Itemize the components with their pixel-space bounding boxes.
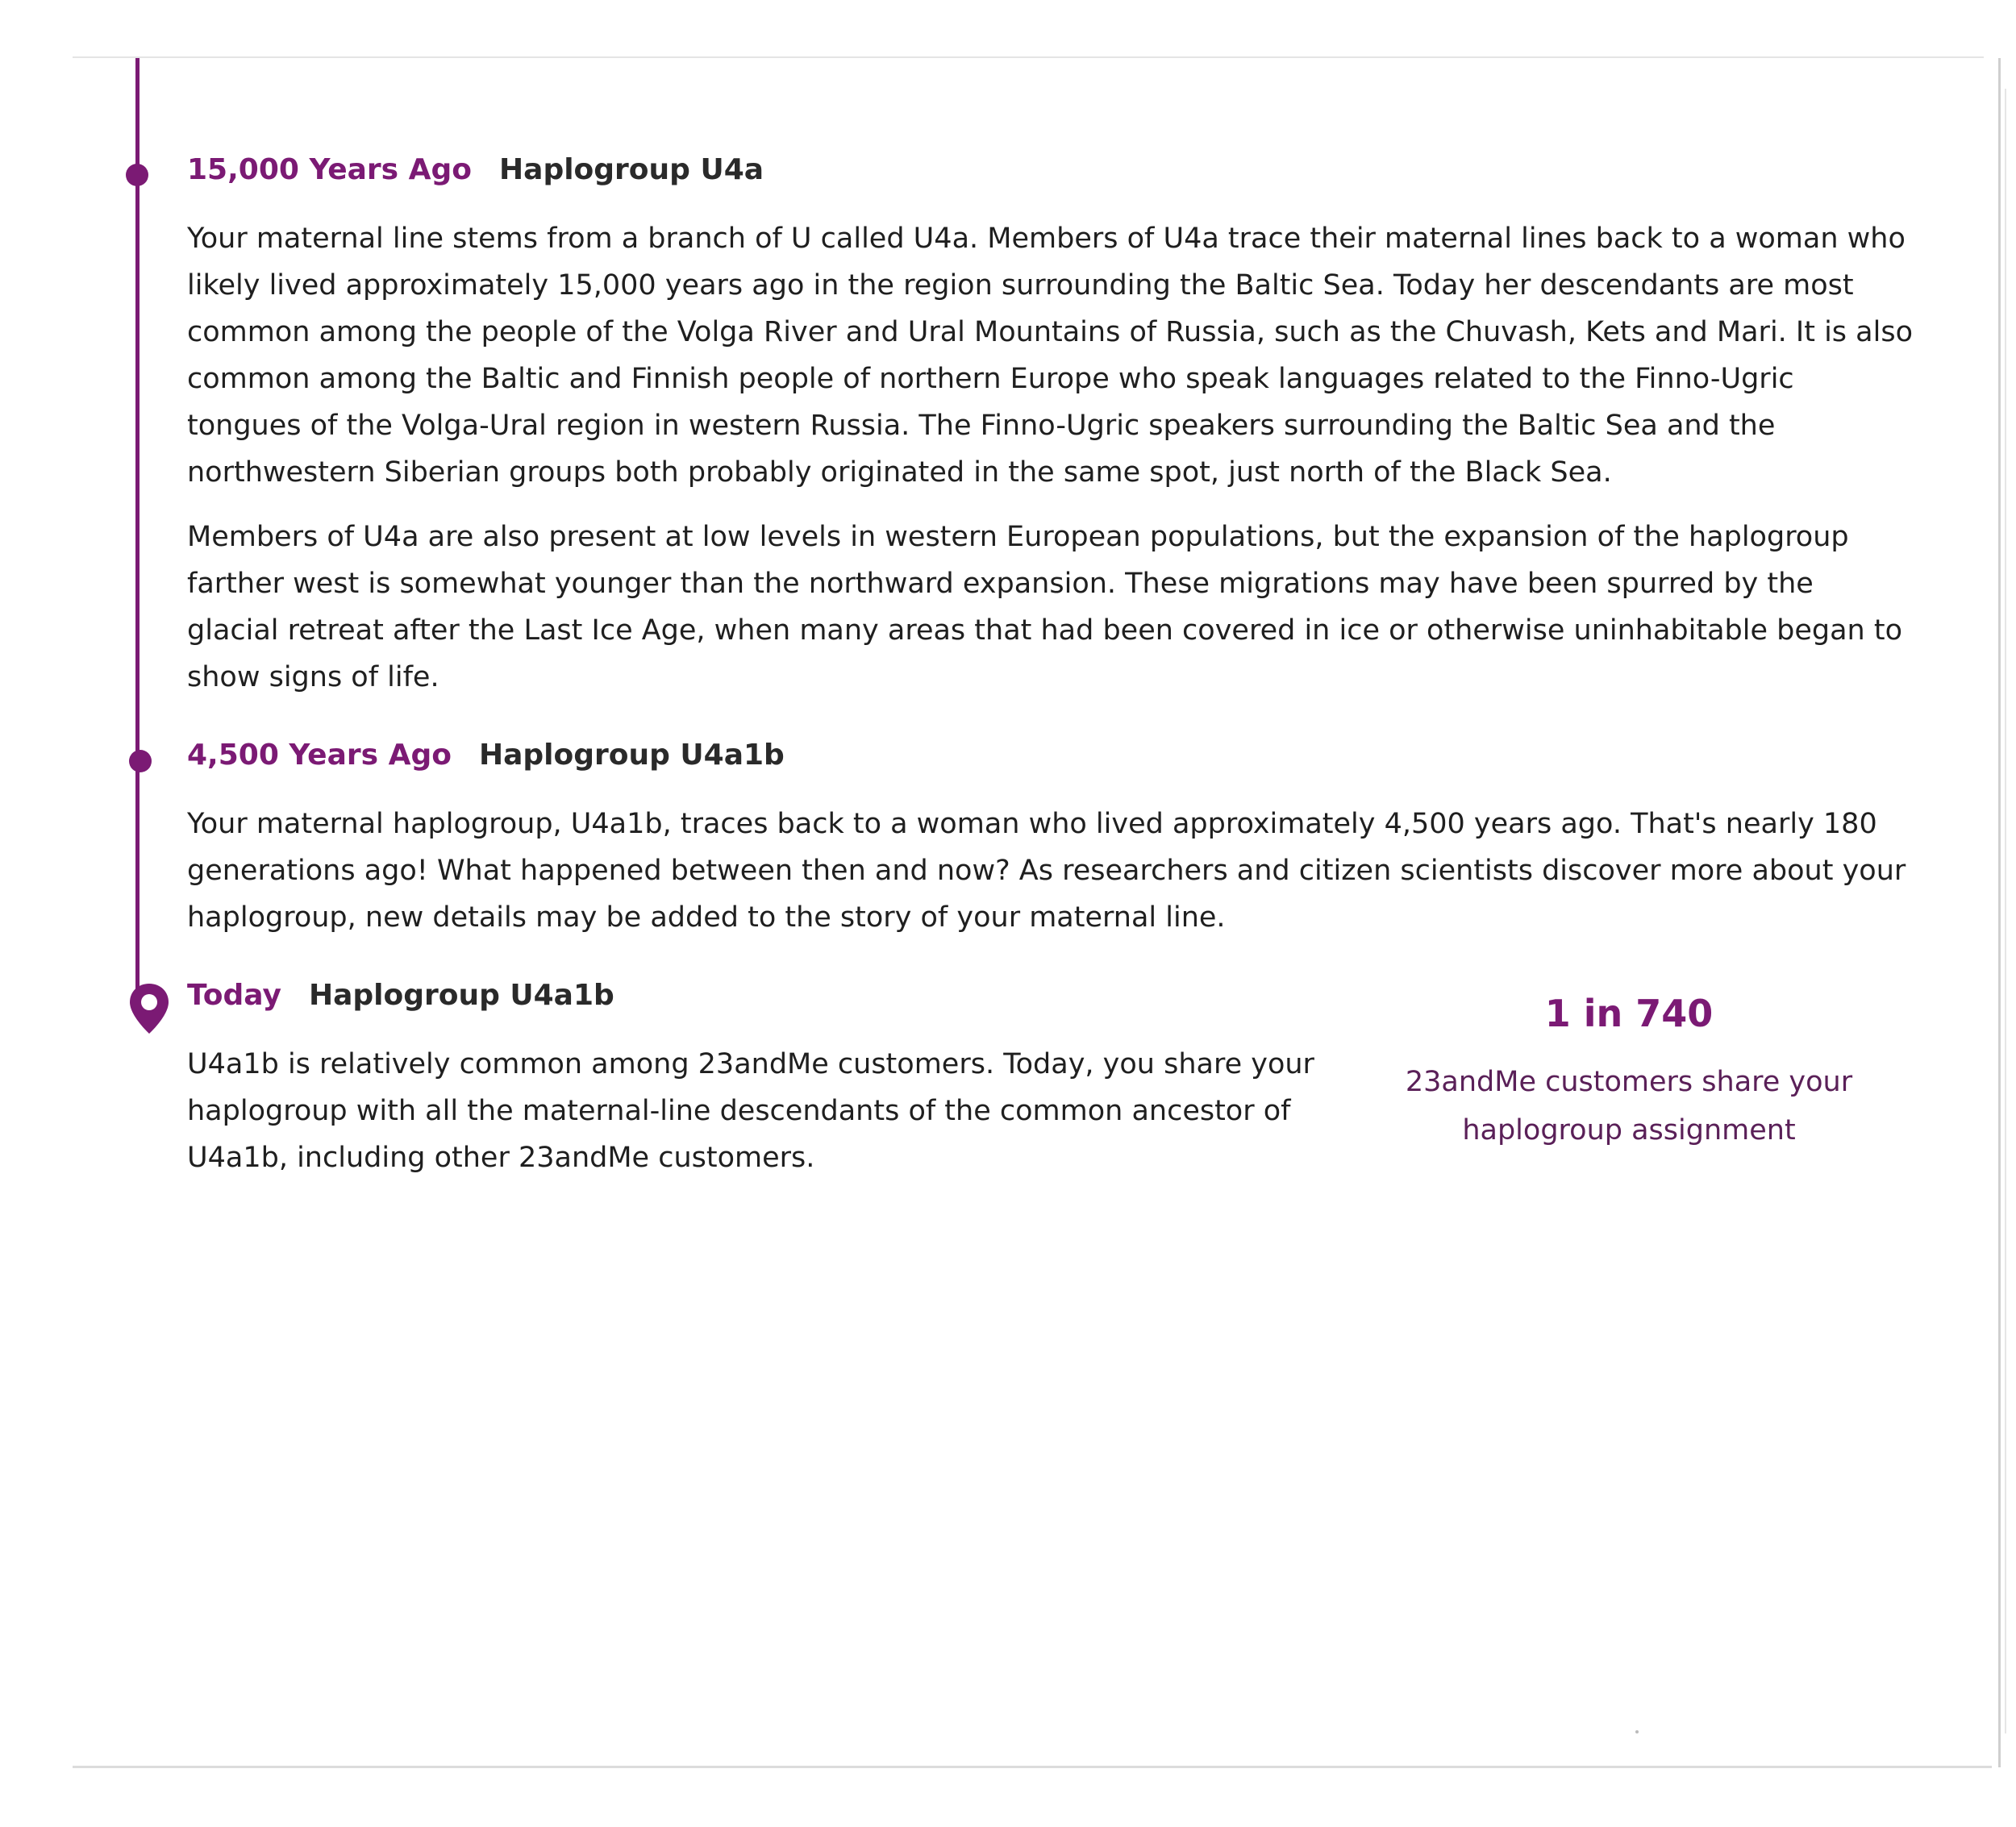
scan-edge-right: [1998, 58, 2001, 1767]
entry-paragraph: U4a1b is relatively common among 23andMe customers. Today, you share your haplogroup with all the maternal-line descendants of the common ancestor of U4a1b, including other 23andMe customers.: [187, 1048, 1314, 1174]
entry-paragraph: Your maternal haplogroup, U4a1b, traces back to a woman who lived approximately 4,500 years ago. That's nearly 180 generations ago! What happened between then and now? As researchers and citizen scientists discover more about your haplogroup, new details may be added to the story of your maternal line.: [187, 808, 1906, 934]
entry-paragraph: Your maternal line stems from a branch of U called U4a. Members of U4a trace their maternal lines back to a woman who likely lived approximately 15,000 years ago in the region surrounding the Baltic Sea. Today her descendants are most common among the people of the Volga River and Ural Mountains of Russia, such as the Chuvash, Kets and Mari. It is also common among the Baltic and Finnish people of northern Europe who speak languages related to the Finno-Ugric tongues of the Volga-Ural region in western Russia. The Finno-Ugric speakers surrounding the Baltic Sea and the northwestern Siberian groups both probably originated in the same spot, just north of the Black Sea.: [187, 223, 1913, 489]
scan-edge-bottom: [73, 1766, 1992, 1768]
entry-haplogroup: Haplogroup U4a1b: [478, 739, 785, 772]
timeline-entry-15000-years: [187, 153, 1913, 718]
entry-heading: [187, 739, 1913, 772]
location-pin-icon: [127, 982, 172, 1035]
timeline-entry-4500-years: [187, 739, 1913, 959]
frequency-description: 23andMe customers share your haplogroup assignment: [1405, 1066, 1853, 1147]
entry-era: Today: [187, 979, 281, 1012]
scan-speck: [1635, 1730, 1639, 1733]
frequency-value: 1 in 740: [1544, 992, 1714, 1035]
entry-paragraph: Members of U4a are also present at low levels in western European populations, but the expansion of the haplogroup farther west is somewhat younger than the northward expansion. These migrations may have been spurred by the glacial retreat after the Last Ice Age, when many areas that had been covered in ice or otherwise uninhabitable began to show signs of life.: [187, 521, 1903, 693]
scan-edge-top: [73, 56, 1984, 58]
entry-haplogroup: Haplogroup U4a: [499, 153, 764, 186]
entry-heading: [187, 153, 1913, 186]
entry-era: 15,000 Years Ago: [187, 153, 473, 186]
timeline-dot-icon: [129, 750, 152, 772]
timeline-entry-today: [187, 979, 1316, 1199]
scan-edge-right-inner: [2005, 89, 2006, 1733]
timeline-dot-icon: [126, 164, 148, 186]
entry-haplogroup: Haplogroup U4a1b: [308, 979, 614, 1012]
entry-era: 4,500 Years Ago: [187, 739, 452, 772]
entry-heading: [187, 979, 1316, 1012]
haplogroup-frequency-callout: [1363, 992, 1895, 1155]
timeline-line: [135, 58, 140, 1009]
